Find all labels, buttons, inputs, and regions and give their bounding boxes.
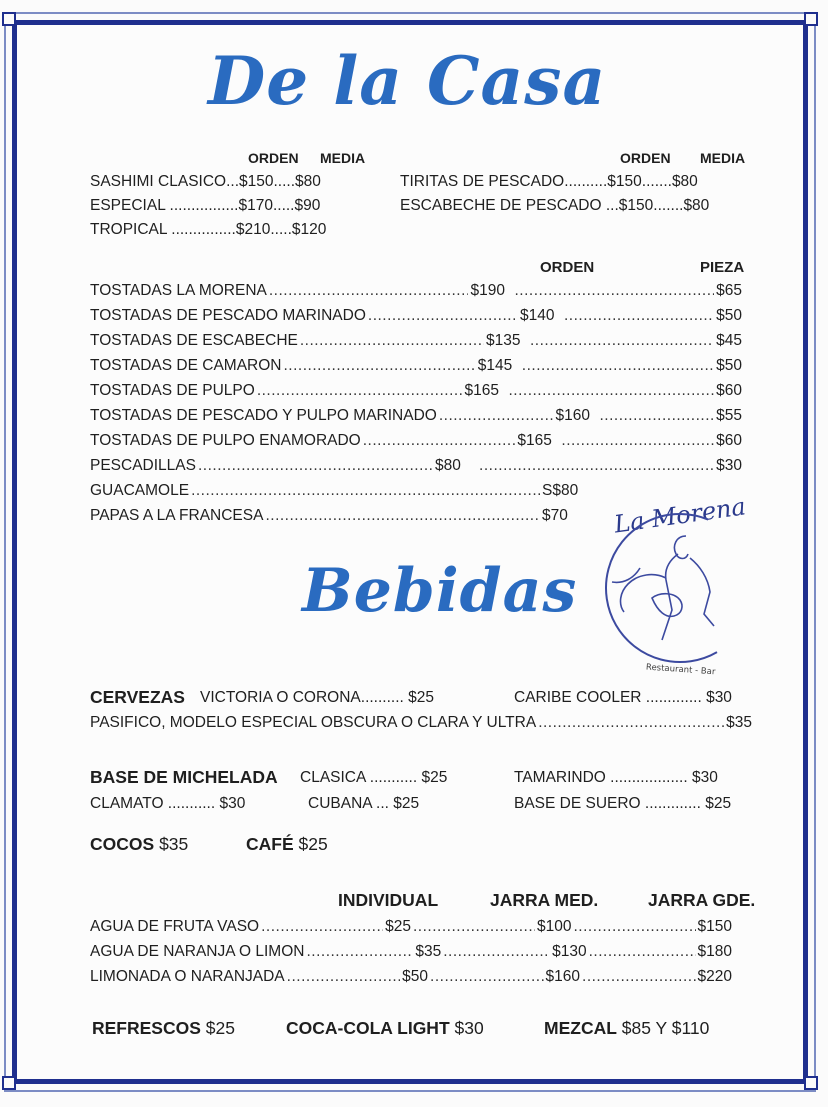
coca-cola-item xyxy=(286,1018,484,1038)
logo-name: La Morena xyxy=(612,492,748,539)
item-price-pieza: $50 xyxy=(716,307,742,324)
item-name: ESCABECHE DE PESCADO xyxy=(400,197,602,214)
item-price-pieza: $30 xyxy=(716,457,742,474)
leader-dots: ................ xyxy=(165,197,239,214)
item-price-jarra-med: $100 xyxy=(537,918,572,935)
item-name: CAFÉ xyxy=(246,834,294,854)
item-name: TROPICAL xyxy=(90,221,167,238)
item-price-pieza: $60 xyxy=(716,382,742,399)
col-header-orden: ORDEN xyxy=(540,259,595,276)
leader-dots: ..... xyxy=(272,197,295,214)
item-name: COCA-COLA LIGHT xyxy=(286,1018,450,1038)
michelada-item: CLAMATO ........... $30 xyxy=(90,795,246,812)
table-row xyxy=(90,505,584,527)
michelada-item: BASE DE SUERO ............. $25 xyxy=(514,795,732,812)
title-de-la-casa: De la Casa xyxy=(208,42,607,120)
item-price-individual: $25 xyxy=(385,918,411,935)
item-name: REFRESCOS xyxy=(92,1018,201,1038)
item-name: AGUA DE NARANJA O LIMON xyxy=(90,943,305,960)
item-price: $150 xyxy=(618,197,654,214)
item-price: $150 xyxy=(239,173,274,190)
leader-dots xyxy=(283,357,475,375)
table-row xyxy=(90,280,742,302)
item-price-orden: S$80 xyxy=(542,482,579,499)
leader-dots xyxy=(599,407,714,425)
leader-dots xyxy=(514,282,714,300)
item-price-orden: $145 xyxy=(477,357,513,374)
item-price: $35 xyxy=(726,714,752,731)
list-item xyxy=(90,196,320,216)
michelada-label: BASE DE MICHELADA xyxy=(90,767,278,787)
leader-dots xyxy=(368,307,518,325)
refrescos-item xyxy=(92,1018,235,1038)
la-morena-logo xyxy=(596,488,768,678)
item-name: SASHIMI CLASICO xyxy=(90,173,227,190)
item-name: TOSTADAS DE PULPO ENAMORADO xyxy=(90,432,361,449)
item-price-orden: $190 xyxy=(470,282,505,299)
item-price: $210 xyxy=(235,221,271,238)
table-row xyxy=(90,330,742,352)
leader-dots xyxy=(589,943,696,961)
item-price-pieza: $50 xyxy=(716,357,742,374)
leader-dots xyxy=(430,968,544,986)
list-item xyxy=(400,196,709,216)
item-price-individual: $50 xyxy=(402,968,429,985)
item-price-individual: $35 xyxy=(415,943,442,960)
col-header-jarra-gde: JARRA GDE. xyxy=(648,890,756,910)
leader-dots: .......... xyxy=(564,173,608,190)
leader-dots: ....... xyxy=(641,173,672,190)
leader-dots: ... xyxy=(226,173,240,190)
leader-dots xyxy=(508,382,714,400)
leader-dots xyxy=(191,482,540,500)
leader-dots xyxy=(413,918,535,936)
item-price: $120 xyxy=(291,221,327,238)
list-item xyxy=(90,712,752,734)
item-price-orden: $70 xyxy=(542,507,568,524)
leader-dots xyxy=(443,943,550,961)
item-name: TOSTADAS DE PESCADO Y PULPO MARINADO xyxy=(90,407,437,424)
leader-dots: ..... xyxy=(270,221,292,238)
cafe-item xyxy=(246,834,328,854)
michelada-item: CUBANA ... $25 xyxy=(308,795,420,812)
cervezas-label: CERVEZAS xyxy=(90,687,185,707)
leader-dots xyxy=(363,432,516,450)
item-price-pieza: $60 xyxy=(716,432,742,449)
col-header-media: MEDIA xyxy=(320,150,366,166)
item-price-jarra-gde: $150 xyxy=(697,918,732,935)
leader-dots xyxy=(306,943,413,961)
list-item xyxy=(400,172,698,192)
item-name: GUACAMOLE xyxy=(90,482,190,499)
col-header-media: MEDIA xyxy=(700,150,746,166)
item-name: PESCADILLAS xyxy=(90,457,196,474)
item-price: $170 xyxy=(238,197,273,214)
item-price-jarra-med: $160 xyxy=(545,968,581,985)
item-name: COCOS xyxy=(90,834,155,854)
item-price-pieza: $65 xyxy=(716,282,742,299)
leader-dots xyxy=(287,968,401,986)
item-price-jarra-gde: $220 xyxy=(697,968,732,985)
leader-dots xyxy=(561,432,714,450)
item-price: $35 xyxy=(159,834,189,854)
col-header-individual: INDIVIDUAL xyxy=(338,890,439,910)
col-header-orden: ORDEN xyxy=(620,150,671,166)
item-name: ESPECIAL xyxy=(90,197,166,214)
col-header-jarra-med: JARRA MED. xyxy=(490,890,599,910)
item-name: PAPAS A LA FRANCESA xyxy=(90,507,264,524)
leader-dots xyxy=(530,332,714,350)
corner-ornament xyxy=(2,12,16,26)
item-price: $80 xyxy=(295,173,321,190)
leader-dots: ..... xyxy=(273,173,296,190)
leader-dots xyxy=(538,714,724,732)
leader-dots xyxy=(439,407,554,425)
item-price-orden: $80 xyxy=(435,457,461,474)
leader-dots xyxy=(564,307,714,325)
leader-dots xyxy=(257,382,463,400)
list-item xyxy=(90,172,321,192)
table-row xyxy=(90,966,732,988)
leader-dots xyxy=(522,357,714,375)
item-name: PASIFICO, MODELO ESPECIAL OBSCURA O CLARA Y ULTRA xyxy=(90,714,537,731)
item-price-orden: $165 xyxy=(464,382,499,399)
col-header-pieza: PIEZA xyxy=(700,259,745,276)
item-price-orden: $135 xyxy=(486,332,521,349)
table-row xyxy=(90,355,742,377)
leader-dots xyxy=(198,457,433,475)
leader-dots xyxy=(574,918,696,936)
leader-dots: ............... xyxy=(166,221,236,238)
item-price: $80 xyxy=(671,173,698,190)
leader-dots xyxy=(269,282,469,300)
leader-dots xyxy=(300,332,484,350)
item-name: TOSTADAS DE PULPO xyxy=(90,382,255,399)
item-price-orden: $140 xyxy=(520,307,555,324)
item-name: LIMONADA O NARANJADA xyxy=(90,968,285,985)
table-row xyxy=(90,305,742,327)
leader-dots xyxy=(265,507,540,525)
list-item xyxy=(90,220,326,240)
item-name: TOSTADAS LA MORENA xyxy=(90,282,267,299)
item-name: MEZCAL xyxy=(544,1018,617,1038)
col-header-orden: ORDEN xyxy=(248,150,299,166)
corner-ornament xyxy=(804,1076,818,1090)
corner-ornament xyxy=(2,1076,16,1090)
table-row xyxy=(90,430,742,452)
item-name: TOSTADAS DE ESCABECHE xyxy=(90,332,298,349)
title-bebidas: Bebidas xyxy=(302,556,578,626)
item-name: AGUA DE FRUTA VASO xyxy=(90,918,260,935)
table-row xyxy=(90,941,732,963)
item-price: $25 xyxy=(205,1018,235,1038)
item-price: $90 xyxy=(294,197,321,214)
item-price-jarra-med: $130 xyxy=(552,943,587,960)
cocos-item xyxy=(90,834,188,854)
item-price: $85 Y $110 xyxy=(621,1018,710,1038)
table-row xyxy=(90,455,742,477)
item-price-pieza: $45 xyxy=(716,332,742,349)
item-price-jarra-gde: $180 xyxy=(697,943,732,960)
leader-dots xyxy=(582,968,696,986)
item-price-orden: $165 xyxy=(517,432,552,449)
leader-dots xyxy=(261,918,383,936)
item-name: TIRITAS DE PESCADO xyxy=(400,173,565,190)
table-row xyxy=(90,405,742,427)
leader-dots: ....... xyxy=(653,197,684,214)
leader-dots: ... xyxy=(601,197,619,214)
item-price: $25 xyxy=(298,834,328,854)
item-price-orden: $160 xyxy=(555,407,590,424)
leader-dots xyxy=(479,457,714,475)
corner-ornament xyxy=(804,12,818,26)
cerveza-item: VICTORIA O CORONA.......... $25 xyxy=(200,689,434,706)
michelada-item: TAMARINDO .................. $30 xyxy=(514,769,718,786)
table-row xyxy=(90,480,584,502)
logo-tagline: Restaurant - Bar xyxy=(645,662,716,678)
cerveza-item: CARIBE COOLER ............. $30 xyxy=(514,689,732,706)
item-price: $80 xyxy=(683,197,710,214)
mezcal-item xyxy=(544,1018,709,1038)
item-price: $150 xyxy=(607,173,642,190)
table-row xyxy=(90,380,742,402)
item-name: TOSTADAS DE CAMARON xyxy=(90,357,282,374)
item-price-pieza: $55 xyxy=(716,407,742,424)
item-price: $30 xyxy=(454,1018,484,1038)
michelada-item: CLASICA ........... $25 xyxy=(300,769,448,786)
item-name: TOSTADAS DE PESCADO MARINADO xyxy=(90,307,366,324)
table-row xyxy=(90,916,732,938)
